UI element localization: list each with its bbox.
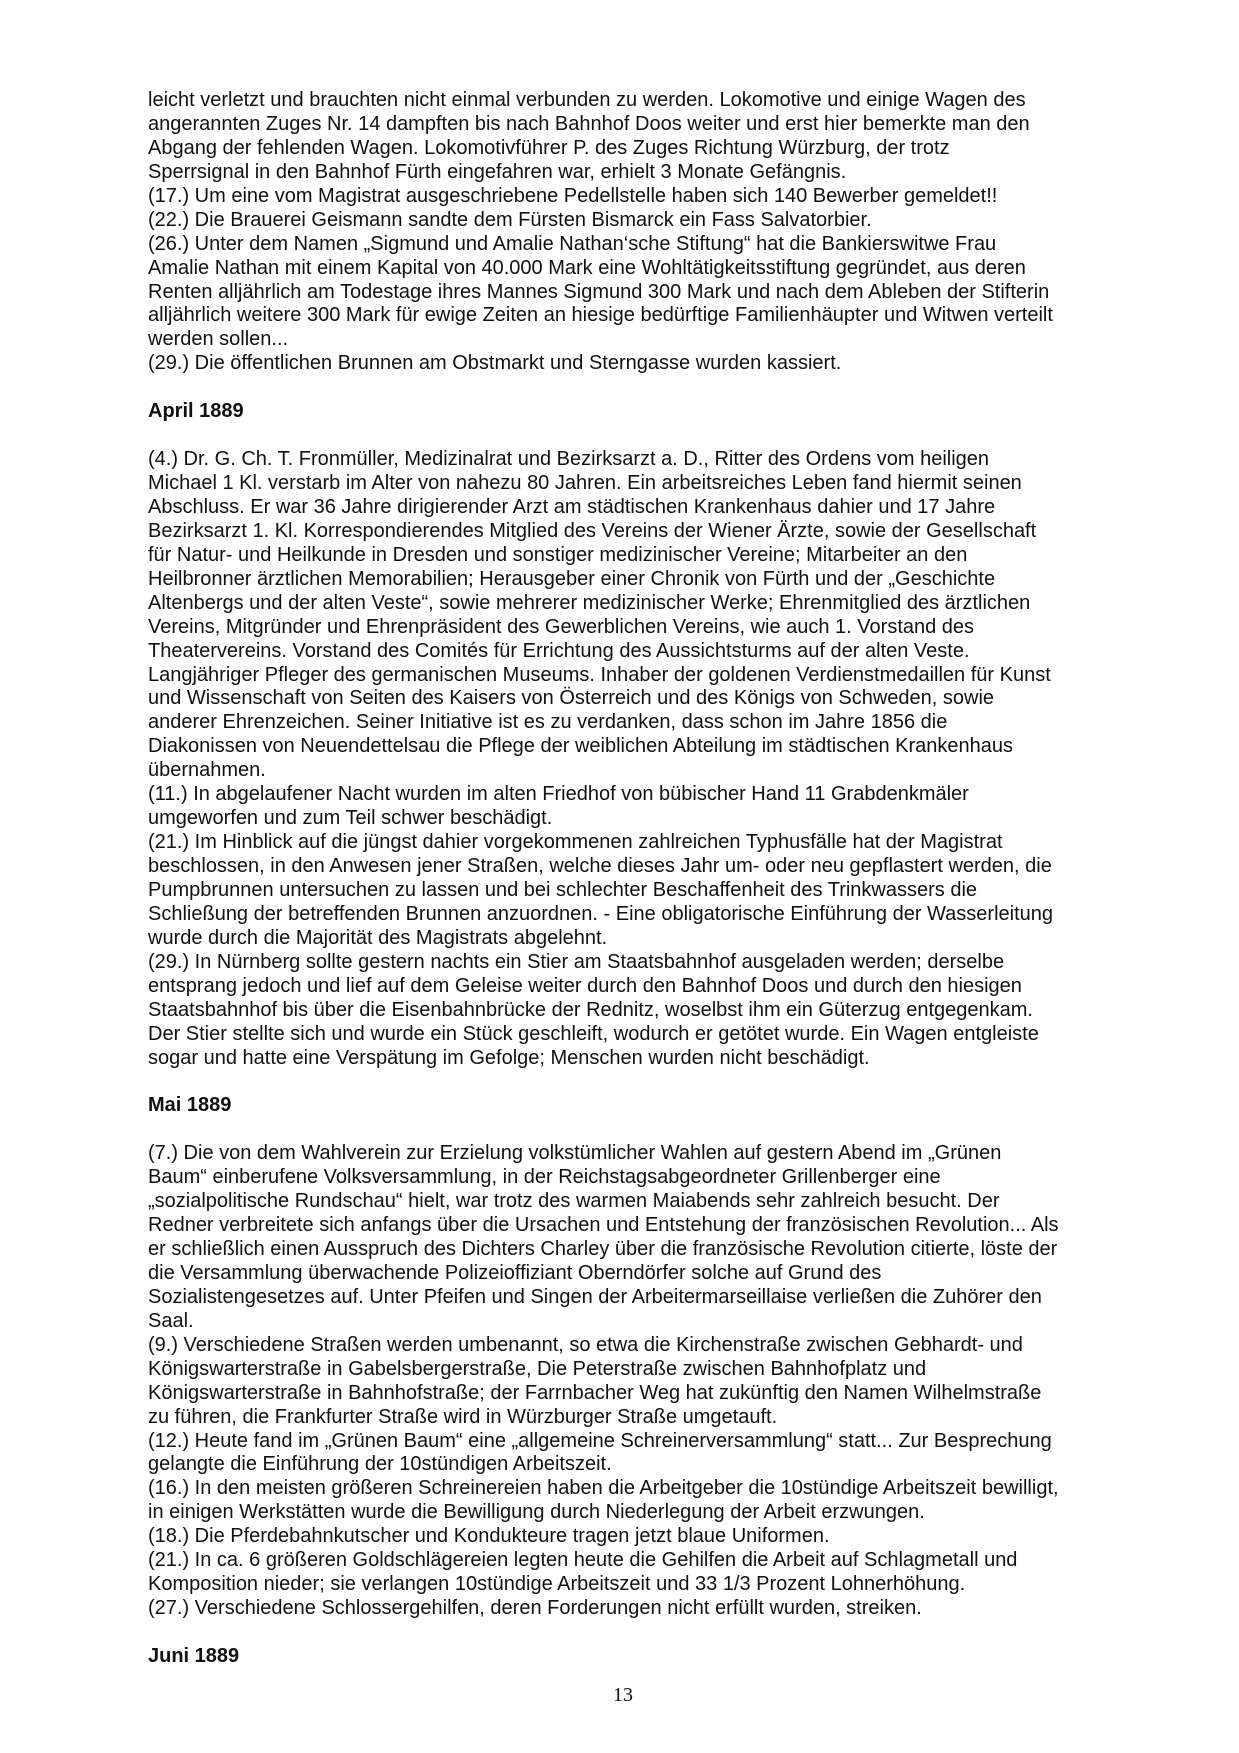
text-line: (21.) In ca. 6 größeren Goldschlägereien legten heute die Gehilfen die Arbeit auf Schlagmetall und [148, 1549, 1018, 1572]
entry [148, 1525, 1108, 1549]
text-line: Königswarterstraße in Gabelsbergerstraße, Die Peterstraße zwischen Bahnhofplatz und [148, 1357, 927, 1380]
text-line: (11.) In abgelaufener Nacht wurden im alten Friedhof von bübischer Hand 11 Grabdenkmäler [148, 783, 969, 806]
entry [148, 1597, 1108, 1621]
text-line: Diakonissen von Neuendettelsau die Pflege der weiblichen Abteilung im städtischen Krankenhaus [148, 735, 1013, 758]
text-line: Amalie Nathan mit einem Kapital von 40.000 Mark eine Wohltätigkeitsstiftung gegründet, aus deren [148, 256, 1026, 279]
text-line: Saal. [148, 1309, 194, 1332]
text-line: und Wissenschaft von Seiten des Kaisers von Österreich und des Königs von Schweden, sowie [148, 687, 995, 710]
text-line: Baum“ einberufene Volksversammlung, in der Reichstagsabgeordneter Grillenberger eine [148, 1166, 941, 1189]
text-line: (27.) Verschiedene Schlossergehilfen, deren Forderungen nicht erfüllt wurden, streiken. [148, 1597, 922, 1620]
text-line: (17.) Um eine vom Magistrat ausgeschriebene Pedellstelle haben sich 140 Bewerber gemeldet!! [148, 184, 998, 207]
entry [148, 783, 1108, 831]
mai-section [148, 1094, 1108, 1621]
entry [148, 233, 1108, 353]
april-section [148, 400, 1108, 1070]
text-line: Staatsbahnhof bis über die Eisenbahnbrücke der Rednitz, woselbst ihm ein Güterzug entgegenkam. [148, 998, 1033, 1021]
text-line: in einigen Werkstätten wurde die Bewilligung durch Niederlegung der Arbeit erzwungen. [148, 1501, 925, 1524]
text-line: Komposition nieder; sie verlangen 10stündige Arbeitszeit und 33 1/3 Prozent Lohnerhöhung. [148, 1573, 966, 1596]
text-line: Königswarterstraße in Bahnhofstraße; der Farrnbacher Weg hat zukünftig den Namen Wilhelmstraße [148, 1381, 1042, 1404]
text-line: Bezirksarzt 1. Kl. Korrespondierendes Mitglied des Vereins der Wiener Ärzte, sowie der Gesellschaft [148, 519, 1037, 542]
text-line: entsprang jedoch und lief auf dem Geleise weiter durch den Bahnhof Doos und durch den hiesigen [148, 974, 1022, 997]
text-line: übernahmen. [148, 759, 266, 782]
text-line: Der Stier stellte sich und wurde ein Stück geschleift, wodurch er getötet wurde. Ein Wagen entgleiste [148, 1022, 1039, 1045]
text-line: (12.) Heute fand im „Grünen Baum“ eine „allgemeine Schreinerversammlung“ statt... Zur Besprechung [148, 1429, 1052, 1452]
entry [148, 448, 1108, 783]
text-line: alljährlich weitere 300 Mark für ewige Zeiten an hiesige bedürftige Familienhäupter und Witwen verteilt [148, 304, 1053, 327]
text-line: beschlossen, in den Anwesen jener Straßen, welche dieses Jahr um- oder neu gepflastert werden, die [148, 855, 1052, 877]
entry [148, 951, 1108, 1071]
text-line: Michael 1 Kl. verstarb im Alter von nahezu 80 Jahren. Ein arbeitsreiches Leben fand hiermit seinen [148, 472, 1022, 494]
text-line: anderer Ehrenzeichen. Seiner Initiative ist es zu verdanken, dass schon im Jahre 1856 die [148, 711, 948, 734]
text-line: (26.) Unter dem Namen „Sigmund und Amalie Nathan‘sche Stiftung“ hat die Bankierswitwe Frau [148, 232, 997, 255]
text-line: Renten alljährlich am Todestage ihres Mannes Sigmund 300 Mark und nach dem Ableben der Stifterin [148, 280, 1050, 303]
text-line: (9.) Verschiedene Straßen werden umbenannt, so etwa die Kirchenstraße zwischen Gebhardt- und [148, 1333, 1023, 1356]
text-line: (22.) Die Brauerei Geismann sandte dem Fürsten Bismarck ein Fass Salvatorbier. [148, 208, 872, 231]
text-line: (29.) In Nürnberg sollte gestern nachts ein Stier am Staatsbahnhof ausgeladen werden; derselbe [148, 950, 1005, 973]
text-line: (18.) Die Pferdebahnkutscher und Kondukteure tragen jetzt blaue Uniformen. [148, 1525, 830, 1548]
text-line: (7.) Die von dem Wahlverein zur Erzielung volkstümlicher Wahlen auf gestern Abend im „Grünen [148, 1142, 1002, 1165]
entry [148, 209, 1108, 233]
text-line: angerannten Zuges Nr. 14 dampften bis nach Bahnhof Doos weiter und erst hier bemerkte man den [148, 112, 1030, 135]
text-line: umgeworfen und zum Teil schwer beschädigt. [148, 807, 553, 830]
text-line: die Versammlung überwachende Polizeioffiziant Oberndörfer solche auf Grund des [148, 1261, 882, 1284]
text-line: Langjähriger Pfleger des germanischen Museums. Inhaber der goldenen Verdienstmedaillen für Kunst [148, 663, 1051, 686]
document-body [148, 89, 1108, 1693]
text-line: Schließung der betreffenden Brunnen anzuordnen. - Eine obligatorische Einführung der Wasserleitung [148, 902, 1054, 925]
text-line: Vereins, Mitgründer und Ehrenpräsident des Gewerblichen Vereins, wie auch 1. Vorstand des [148, 615, 975, 638]
text-line: Altenbergs und der alten Veste“, sowie mehrerer medizinischer Werke; Ehrenmitglied des ärztlichen [148, 591, 1031, 614]
text-line: „sozialpolitische Rundschau“ hielt, war trotz des warmen Maiabends sehr zahlreich besucht. Der [148, 1190, 1000, 1213]
text-line: (29.) Die öffentlichen Brunnen am Obstmarkt und Sterngasse wurden kassiert. [148, 352, 842, 375]
text-line: Sperrsignal in den Bahnhof Fürth eingefahren war, erhielt 3 Monate Gefängnis. [148, 160, 847, 183]
text-line: (4.) Dr. G. Ch. T. Fronmüller, Medizinalrat und Bezirksarzt a. D., Ritter des Ordens vom heiligen [148, 448, 990, 471]
text-line: gelangte die Einführung der 10stündigen Arbeitszeit. [148, 1453, 612, 1476]
text-line: Abgang der fehlenden Wagen. Lokomotivführer P. des Zuges Richtung Würzburg, der trotz [148, 136, 950, 159]
text-line: Redner verbreitete sich anfangs über die Ursachen und Entstehung der französischen Revolution... Als [148, 1214, 1059, 1237]
month-heading: April 1889 [148, 400, 244, 423]
text-line: sogar und hatte eine Verspätung im Gefolge; Menschen wurden nicht beschädigt. [148, 1046, 870, 1069]
march-tail-section [148, 89, 1108, 376]
entry [148, 1142, 1108, 1334]
text-line: zu führen, die Frankfurter Straße wird in Würzburger Straße umgetauft. [148, 1405, 778, 1428]
entry [148, 1477, 1108, 1525]
text-line: werden sollen... [148, 328, 289, 351]
entry [148, 185, 1108, 209]
text-line: wurde durch die Majorität des Magistrats abgelehnt. [148, 926, 608, 949]
entry [148, 1334, 1108, 1430]
text-line: (21.) Im Hinblick auf die jüngst dahier vorgekommenen zahlreichen Typhusfälle hat der Magistrat [148, 831, 1003, 854]
text-line: Abschluss. Er war 36 Jahre dirigierender Arzt am städtischen Krankenhaus dahier und 17 Jahre [148, 495, 996, 518]
entry [148, 89, 1108, 185]
text-line: Pumpbrunnen untersuchen zu lassen und bei schlechter Beschaffenheit des Trinkwassers die [148, 878, 978, 901]
entry [148, 1549, 1108, 1597]
text-line: Sozialistengesetzes auf. Unter Pfeifen und Singen der Arbeitermarseillaise verließen die Zuhörer den [148, 1285, 1042, 1308]
entry [148, 1430, 1108, 1478]
text-line: Theatervereins. Vorstand des Comités für Errichtung des Aussichtsturms auf der alten Veste. [148, 639, 970, 662]
text-line: Heilbronner ärztlichen Memorabilien; Herausgeber einer Chronik von Fürth und der „Geschichte [148, 567, 996, 590]
text-line: für Natur- und Heilkunde in Dresden und sonstiger medizinischer Vereine; Mitarbeiter an den [148, 543, 968, 566]
text-line: leicht verletzt und brauchten nicht einmal verbunden zu werden. Lokomotive und einige Wagen des [148, 89, 1026, 111]
entry [148, 831, 1108, 951]
juni-section [148, 1645, 1108, 1669]
month-heading: Juni 1889 [148, 1644, 240, 1667]
entry [148, 352, 1108, 376]
page-number: 13 [613, 1684, 633, 1706]
text-line: (16.) In den meisten größeren Schreinereien haben die Arbeitgeber die 10stündige Arbeitszeit bewilligt, [148, 1477, 1059, 1500]
month-heading: Mai 1889 [148, 1094, 232, 1117]
text-line: er schließlich einen Ausspruch des Dichters Charley über die französische Revolution citierte, löste der [148, 1238, 1058, 1260]
